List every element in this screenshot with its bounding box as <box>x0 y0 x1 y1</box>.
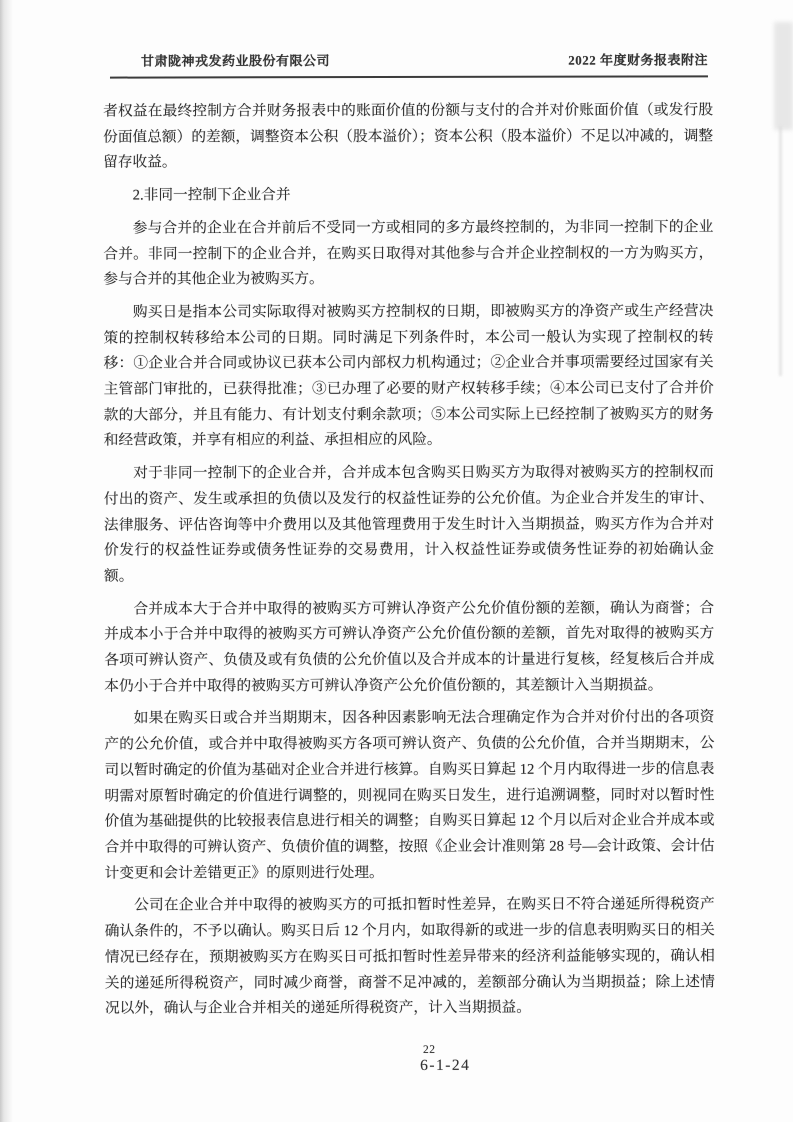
page-code: 6-1-24 <box>420 1056 471 1074</box>
section-item-heading: 2.非同一控制下企业合并 <box>132 187 291 204</box>
paragraph: 如果在购买日或合并当期期末，因各种因素影响无法合理确定作为合并对价付出的各项资产的公允价值，或合并中取得被购买方各项可辨认资产、负债的公允价值，合并当期期末，公司以暂时确定的价值为基础对企业合并进行核算。自购买日算起 12 个月内取得进一步的信息表明需对原暂时确定的价值进行调整的，则视同在购买日发生，进行追溯调整，同时对以暂时性价值为基础提供的比较报表信息进行相关的调整；自购买日算起 12 个月以后对企业合并成本或合并中取得的可辨认资产、负债价值的调整，按照《企业会计准则第 28 号—会计政策、会计估计变更和会计差错更正》的原则进行处理。 <box>104 709 715 882</box>
page-header <box>110 49 708 78</box>
paragraph: 参与合并的企业在合并前后不受同一方或相同的多方最终控制的，为非同一控制下的企业合并。非同一控制下的企业合并，在购买日取得对其他参与合并企业控制权的一方为购买方，参与合并的其他企业为被购买方。 <box>103 219 714 288</box>
document-body <box>103 98 715 1029</box>
page-number: 22 <box>423 1043 436 1056</box>
report-title: 2022 年度财务报表附注 <box>568 52 708 68</box>
paragraph-continuation: 者权益在最终控制方合并财务报表中的账面价值的份额与支付的合并对价账面价值（或发行股份面值总额）的差额，调整资本公积（股本溢价）；资本公积（股本溢价）不足以冲减的，调整留存收益。 <box>103 102 714 172</box>
page-footer <box>420 1044 470 1075</box>
paragraph: 对于非同一控制下的企业合并，合并成本包含购买日购买方为取得对被购买方的控制权而付出的资产、发生或承担的负债以及发行的权益性证券的公允价值。为企业合并发生的审计、法律服务、评估咨询等中介费用以及其他管理费用于发生时计入当期损益，购买方作为合并对价发行的权益性证券或债务性证券的交易费用，计入权益性证券或债务性证券的初始确认金额。 <box>103 464 714 585</box>
company-name: 甘肃陇神戎发药业股份有限公司 <box>140 53 330 69</box>
paragraph: 公司在企业合并中取得的被购买方的可抵扣暂时性差异，在购买日不符合递延所得税资产确认条件的，不予以确认。购买日后 12 个月内，如取得新的或进一步的信息表明购买日的相关情况已经存在，预期被购买方在购买日可抵扣暂时性差异带来的经济利益能够实现的，确认相关的递延所得税资产，同时减少商誉，商誉不足冲减的，差额部分确认为当期损益；除上述情况以外，确认与企业合并相关的递延所得税资产，计入当期损益。 <box>104 896 715 1017</box>
paragraph: 购买日是指本公司实际取得对被购买方控制权的日期，即被购买方的净资产或生产经营决策的控制权转移给本公司的日期。同时满足下列条件时，本公司一般认为实现了控制权的转移：①企业合并合同或协议已获本公司内部权力机构通过；②企业合并事项需要经过国家有关主管部门审批的，已获得批准；③已办理了必要的财产权转移手续；④本公司已支付了合并价款的大部分，并且有能力、有计划支付剩余款项；⑤本公司实际上已经控制了被购买方的财务和经营政策，并享有相应的利益、承担相应的风险。 <box>103 303 714 450</box>
paragraph: 合并成本大于合并中取得的被购买方可辨认净资产公允价值份额的差额，确认为商誉；合并成本小于合并中取得的被购买方可辨认净资产公允价值份额的差额，首先对取得的被购买方各项可辨认资产、负债及或有负债的公允价值以及合并成本的计量进行复核，经复核后合并成本仍小于合并中取得的被购买方可辨认净资产公允价值份额的，其差额计入当期损益。 <box>104 599 715 695</box>
